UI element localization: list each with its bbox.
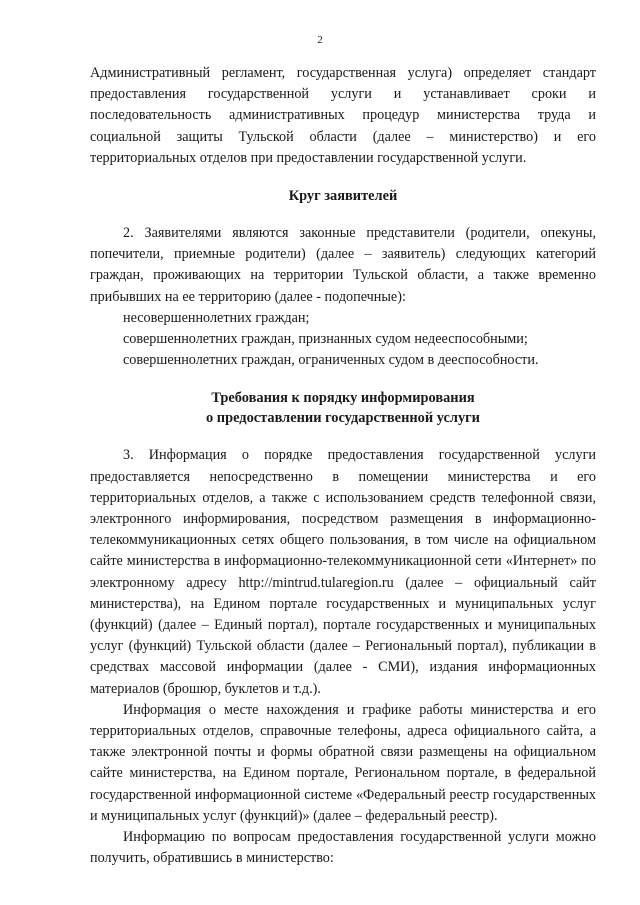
list-item: несовершеннолетних граждан; — [123, 309, 310, 326]
paragraph-ministry-info: Информацию по вопросам предоставления государственной услуги можно получить, обратившись в министерство: — [90, 829, 596, 867]
page-number: 2 — [317, 34, 323, 46]
section-heading-requirements-line2: о предоставлении государственной услуги — [206, 410, 480, 427]
document-body — [90, 63, 596, 870]
list-item: совершеннолетних граждан, ограниченных судом в дееспособности. — [123, 352, 539, 369]
paragraph-2: 2. Заявителями являются законные представители (родители, опекуны, попечители, приемные родители) (далее – заявитель) следующих категорий граждан, проживающих на территории Тульской области, а также временно прибывших на ее территорию (далее - подопечные): — [90, 225, 596, 305]
list-item: совершеннолетних граждан, признанных судом недееспособными; — [123, 331, 528, 348]
paragraph-3: 3. Информация о порядке предоставления государственной услуги предоставляется непосредственно в помещении министерства и его территориальных отделов, а также с использованием средств телефонной связи, электронного информирования, посредством размещения в информационно-телекоммуникационных сетях общего пользования, в том числе на официальном сайте министерства в информационно-телекоммуникационной сети «Интернет» по электронному адресу http://mintrud.tularegion.ru (далее – официальный сайт министерства), на Едином портале государственных и муниципальных услуг (функций) (далее – Единый портал), портале государственных и муниципальных услуг (функций) Тульской области (далее – Региональный портал), публикации в средствах массовой информации (далее - СМИ), издания информационных материалов (брошюр, буклетов и т.д.). — [90, 447, 596, 697]
paragraph-contacts: Информация о месте нахождения и графике работы министерства и его территориальных отделов, справочные телефоны, адреса официального сайта, а также электронной почты и формы обратной связи размещены на официальном сайте министерства, на Едином портале, Региональном портале, в федеральной государственной информационной системе «Федеральный реестр государственных и муниципальных услуг (функций)» (далее – федеральный реестр). — [90, 701, 596, 824]
section-heading-requirements-line1: Требования к порядку информирования — [211, 390, 475, 407]
intro-paragraph: Административный регламент, государственная услуга) определяет стандарт предоставления государственной услуги и устанавливает сроки и последовательность административных процедур министерства труда и социальной защиты Тульской области (далее – министерство) и его территориальных отделов при предоставлении государственной услуги. — [90, 65, 596, 166]
section-heading-applicants: Круг заявителей — [288, 188, 398, 205]
